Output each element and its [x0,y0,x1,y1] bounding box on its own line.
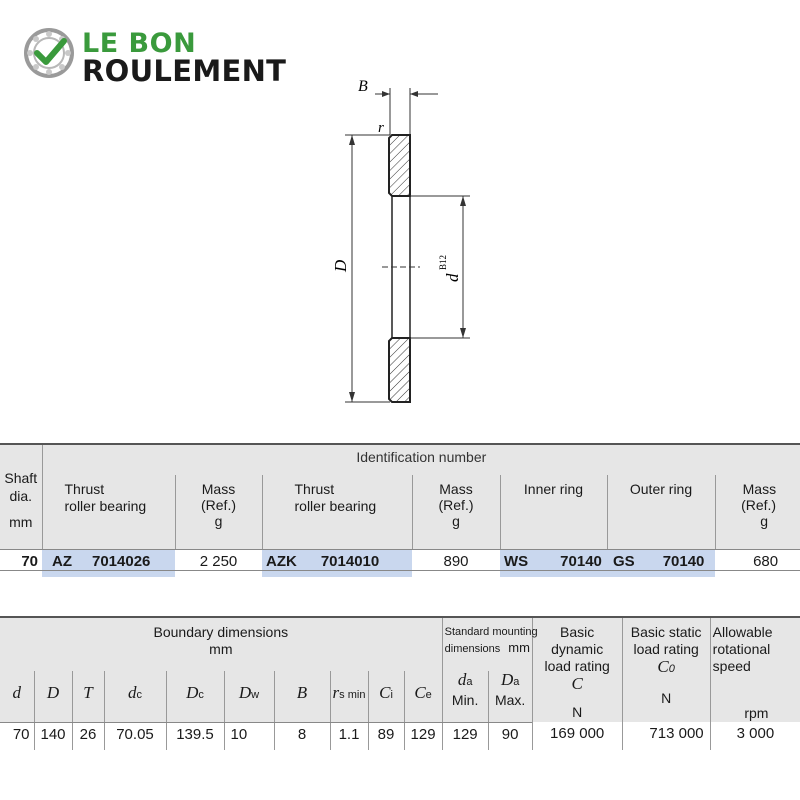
col-outer-ring: Outer ring [607,475,715,549]
cell-Ce: 129 [404,722,442,750]
cell-B: 8 [274,722,330,750]
brand-line2: ROULEMENT [82,54,287,88]
cell-C0: 713 000 [622,722,710,750]
cell-Da: 90 [488,722,532,750]
cell-speed: 3 000 [710,722,800,750]
cell-shaft: 70 [21,552,38,570]
sym-d: d [0,671,34,722]
cell-gs-designation: GS 70140 [607,549,715,577]
brand-logo [82,30,286,86]
cell-da: 129 [442,722,488,750]
speed-header: Allowable rotational speed rpm [710,617,800,722]
mounting-dimensions-header: Standard mounting dimensions mm [442,617,532,671]
sym-rs-min: rs min [330,671,368,722]
cell-d: 70 [12,725,30,743]
cell-T: 26 [72,722,104,750]
table-row [0,549,800,577]
cell-C: 169 000 [532,722,622,750]
dimensions-table [0,616,800,750]
label-d: d [443,273,462,282]
boundary-dimensions-header: Boundary dimensions mm [153,624,289,657]
label-d-tolerance: B12 [438,254,448,270]
col-inner-ring: Inner ring [500,475,607,549]
cell-dc: 70.05 [104,722,166,750]
static-load-header: Basic static load rating C0 N [622,617,710,722]
cell-rs-min: 1.1 [330,722,368,750]
sym-dc: dc [104,671,166,722]
sym-D: D [34,671,72,722]
shaft-header: Shaft dia. mm [0,444,42,549]
sym-da: da Min. [442,671,488,722]
sym-Da: Da Max. [488,671,532,722]
sym-Ce: Ce [404,671,442,722]
brand-line1: LE BON [82,28,197,59]
identification-table [0,443,800,577]
col-mass-2: Mass (Ref.) g [412,475,500,549]
sym-T: T [72,671,104,722]
col-thrust-bearing-2: Thrust roller bearing [262,475,412,549]
cell-ws-designation: WS 70140 [500,549,607,577]
label-r: r [378,120,384,136]
cell-mass-2: 890 [443,552,469,570]
identification-number-header: Identification number [42,444,800,475]
dynamic-load-header: Basic dynamic load rating C N [532,617,622,722]
bearing-check-icon [24,28,74,78]
label-B: B [358,78,368,95]
col-thrust-bearing-1: Thrust roller bearing [42,475,175,549]
bearing-washer-drawing [320,70,480,420]
sym-Dc: Dc [166,671,224,722]
table1-bottom-rule [0,570,800,571]
cell-D: 140 [34,722,72,750]
cell-Ci: 89 [368,722,404,750]
table-row [0,722,800,750]
sym-B: B [274,671,330,722]
cell-mass-3: 680 [753,552,779,570]
sym-Ci: Ci [368,671,404,722]
cell-Dc: 139.5 [166,722,224,750]
cell-mass-1: 2 250 [199,552,238,570]
col-mass-1: Mass (Ref.) g [175,475,262,549]
sym-Dw: Dw [224,671,274,722]
cell-az-designation: AZ 7014026 [42,549,175,577]
label-D: D [331,259,350,272]
cell-azk-designation: AZK 7014010 [262,549,412,577]
col-mass-3: Mass (Ref.) g [715,475,800,549]
cell-Dw: 10 [224,722,274,750]
